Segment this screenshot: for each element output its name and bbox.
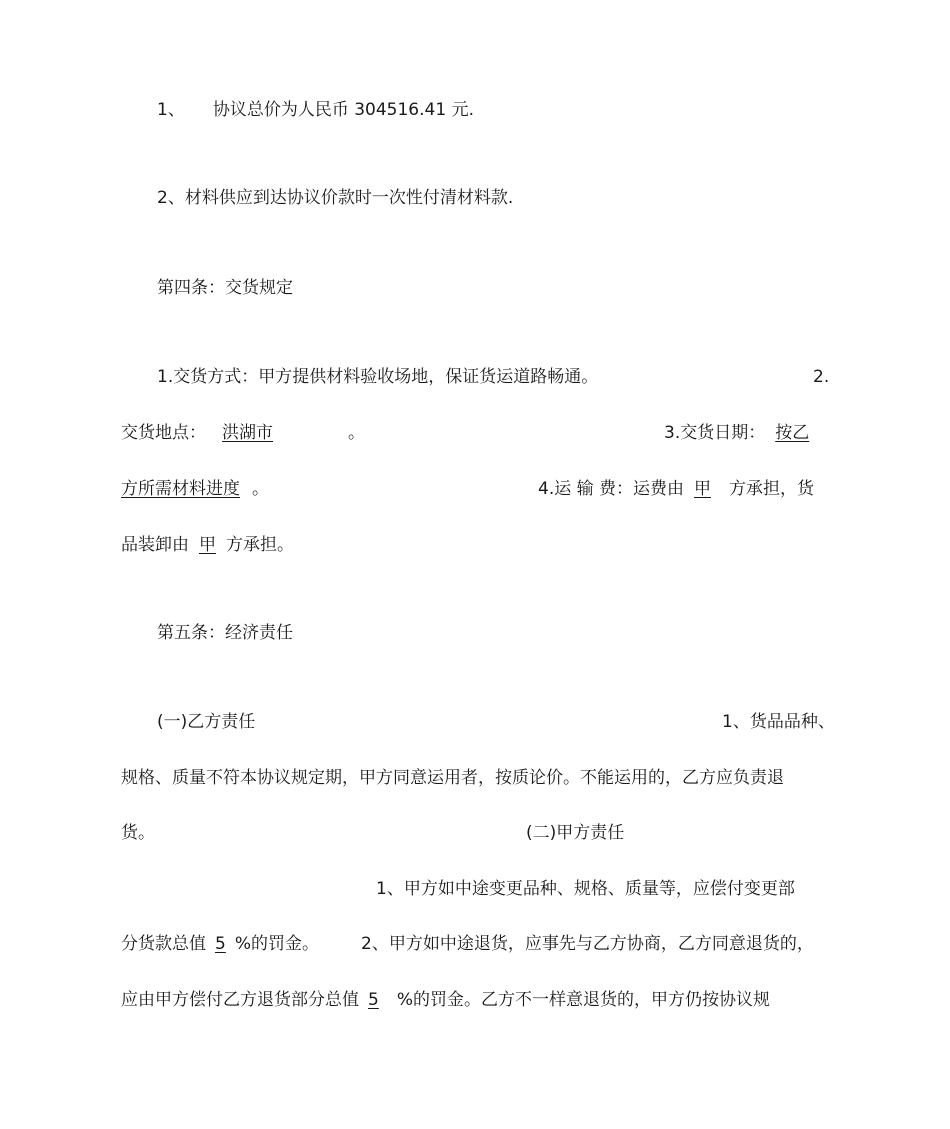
filled-blank: 5 (368, 990, 379, 1010)
section-heading: (二)甲方责任 (526, 823, 625, 843)
clause-text: 协议总价为人民币 304516.41 元. (212, 100, 474, 120)
filled-blank: 洪湖市 (222, 423, 273, 443)
section-heading: (一)乙方责任 (157, 712, 256, 732)
filled-blank: 甲 (199, 535, 216, 555)
clause-text: 2、材料供应到达协议价款时一次性付清材料款. (157, 188, 514, 208)
penalty-text: 2、甲方如中途退货，应事先与乙方协商，乙方同意退货的， (361, 934, 814, 954)
article-heading: 第四条：交货规定 (157, 278, 293, 298)
liability-text: 货。 (121, 823, 155, 843)
liability-item: 1、甲方如中途变更品种、规格、质量等，应偿付变更部 (376, 879, 795, 899)
clause-total-price (157, 99, 474, 121)
clause-number: 1、 (157, 100, 185, 120)
penalty-text: 应由甲方偿付乙方退货部分总值 5 %的罚金。乙方不一样意退货的，甲方仍按协议规 (121, 990, 770, 1010)
filled-blank: 方所需材料进度 (121, 479, 240, 499)
clause-number: 2. (813, 367, 830, 387)
article-heading: 第五条：经济责任 (157, 623, 293, 643)
delivery-place: 交货地点： 洪湖市 。 (121, 423, 365, 443)
filled-blank: 5 (215, 934, 226, 954)
penalty-text: 分货款总值 5 %的罚金。 (121, 934, 319, 954)
delivery-date-continued: 方所需材料进度 。 (121, 479, 269, 499)
liability-text: 规格、质量不符本协议规定期，甲方同意运用者，按质论价。不能运用的，乙方应负责退 (121, 768, 784, 788)
freight: 4.运 输 费：运费由 甲 方承担，货 (538, 479, 815, 499)
liability-item: 1、货品品种、 (722, 712, 835, 732)
loading: 品装卸由 甲 方承担。 (121, 535, 294, 555)
delivery-date: 3.交货日期： 按乙 (664, 423, 810, 443)
delivery-method: 1.交货方式：甲方提供材料验收场地，保证货运道路畅通。 (157, 367, 599, 387)
filled-blank: 按乙 (775, 423, 810, 443)
filled-blank: 甲 (694, 479, 712, 499)
clause-payment (157, 187, 513, 209)
